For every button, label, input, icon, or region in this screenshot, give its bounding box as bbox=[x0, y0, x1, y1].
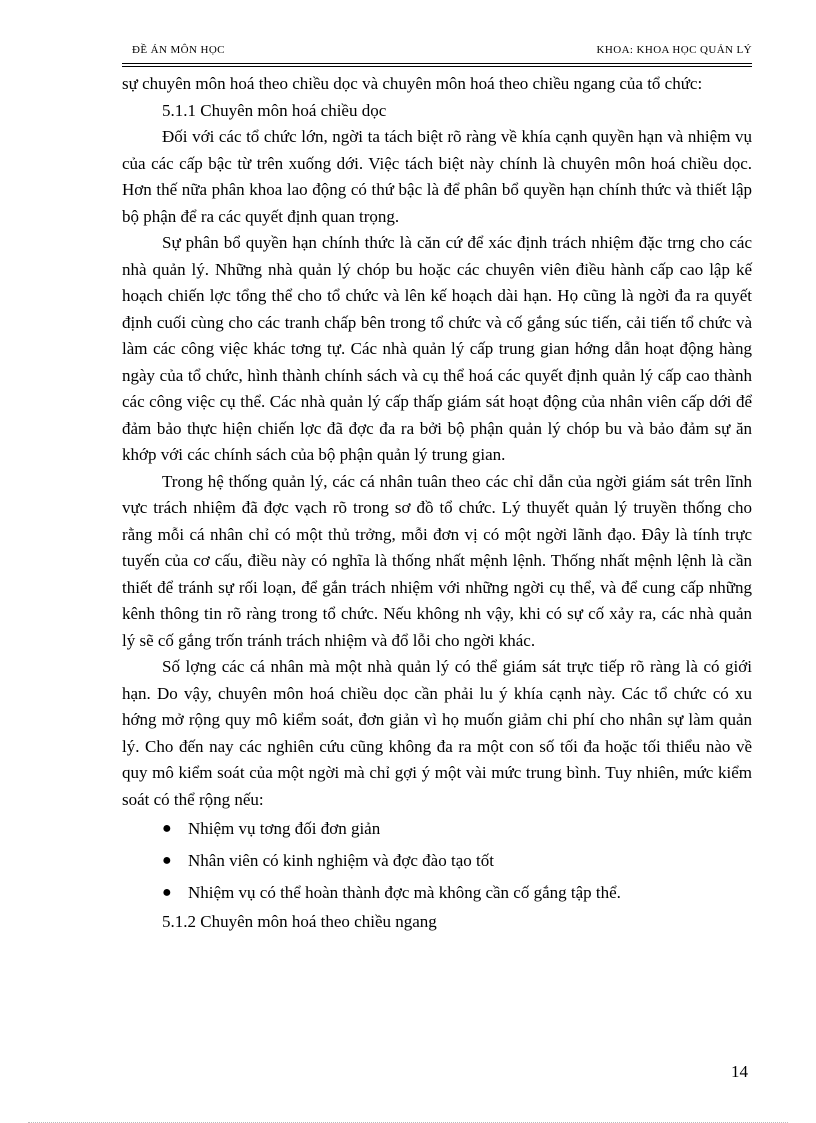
paragraph: Đối với các tổ chức lớn, ngời ta tách biệt rõ ràng về khía cạnh quyền hạn và nhiệm vụ của các cấp bậc từ trên xuống dới. Việc tách biệt này chính là chuyên môn hoá chiều dọc. Hơn thế nữa phân khoa lao động có thứ bậc là để phân bổ quyền hạn chính thức và thiết lập bộ phận để ra các quyết định quan trọng. bbox=[122, 127, 752, 226]
paragraph: Số lợng các cá nhân mà một nhà quản lý có thể giám sát trực tiếp rõ ràng là có giới hạn. Do vậy, chuyên môn hoá chiều dọc cần phải lu ý khía cạnh này. Các tổ chức có xu hớng mở rộng quy mô kiểm soát, đơn giản vì họ muốn giảm chi phí cho nhân sự làm quản lý. Cho đến nay các nghiên cứu cũng không đa ra một con số tối đa hoặc tối thiểu nào về quy mô kiểm soát của một ngời mà chỉ gợi ý một vài mức trung bình. Tuy nhiên, mức kiểm soát có thể rộng nếu: bbox=[122, 657, 752, 809]
bullet-icon: ● bbox=[162, 884, 172, 901]
bullet-text: Nhân viên có kinh nghiệm và đợc đào tạo tốt bbox=[188, 851, 494, 870]
paragraph: Sự phân bổ quyền hạn chính thức là căn cứ để xác định trách nhiệm đặc trng cho các nhà quản lý. Những nhà quản lý chóp bu hoặc các chuyên viên điều hành cấp cao lập kế hoạch chiến lợc tổng thể cho tổ chức và lên kế hoạch dài hạn. Họ cũng là ngời đa ra quyết định cuối cùng cho các tranh chấp bên trong tổ chức và cố gắng súc tiến, cải tiến tổ chức và làm các công việc khác tơng tự. Các nhà quản lý cấp trung gian hớng dẫn hoạt động hàng ngày của tổ chức, hình thành chính sách và cụ thể hoá các quyết định quản lý cấp cao thành các công việc cụ thể. Các nhà quản lý cấp thấp giám sát hoạt động của nhân viên cấp dới để đảm bảo thực hiện chiến lợc đã đợc đa ra bởi bộ phận quản lý chóp bu và bảo đảm sự ăn khớp với các chính sách của bộ phận quản lý trung gian. bbox=[122, 233, 752, 464]
header-rule bbox=[122, 63, 752, 64]
paragraph-intro: sự chuyên môn hoá theo chiều dọc và chuyên môn hoá theo chiều ngang của tổ chức: bbox=[122, 74, 703, 93]
section-heading-5-1-2: 5.1.2 Chuyên môn hoá theo chiều ngang bbox=[162, 912, 437, 931]
header-rule-double bbox=[122, 66, 752, 67]
paragraph: Trong hệ thống quản lý, các cá nhân tuân theo các chỉ dẫn của ngời giám sát trên lĩnh vực trách nhiệm đã đợc vạch rõ trong sơ đồ tổ chức. Lý thuyết quản lý truyền thống cho rằng mỗi cá nhân chỉ có một thủ trởng, mỗi đơn vị có một ngời lãnh đạo. Đây là tính trực tuyến của cơ cấu, điều này có nghĩa là thống nhất mệnh lệnh. Thống nhất mệnh lệnh là cần thiết để tránh sự rối loạn, để gắn trách nhiệm với những ngời cụ thể, và để cung cấp những kênh thông tin rõ ràng trong tổ chức. Nếu không nh vậy, khi có sự cố xảy ra, các nhà quản lý sẽ cố gắng trốn tránh trách nhiệm và đổ lỗi cho ngời khác. bbox=[122, 471, 752, 650]
bullet-list bbox=[122, 813, 752, 909]
bullet-icon: ● bbox=[162, 852, 172, 869]
bullet-text: Nhiệm vụ có thể hoàn thành đợc mà không cần cố gắng tập thể. bbox=[188, 883, 621, 902]
document-body bbox=[122, 71, 752, 936]
bullet-text: Nhiệm vụ tơng đối đơn giản bbox=[188, 819, 381, 838]
page-header bbox=[122, 36, 752, 62]
section-heading-5-1-1: 5.1.1 Chuyên môn hoá chiều dọc bbox=[162, 100, 387, 120]
header-faculty: KHOA: KHOA HỌC QUẢN LÝ bbox=[596, 44, 752, 56]
page-number: 14 bbox=[731, 1062, 748, 1081]
bullet-icon: ● bbox=[162, 820, 172, 837]
bullet-item bbox=[122, 845, 752, 877]
bullet-item bbox=[122, 877, 752, 909]
bullet-item bbox=[122, 813, 752, 845]
header-course-title: ĐỀ ÁN MÔN HỌC bbox=[132, 44, 225, 56]
